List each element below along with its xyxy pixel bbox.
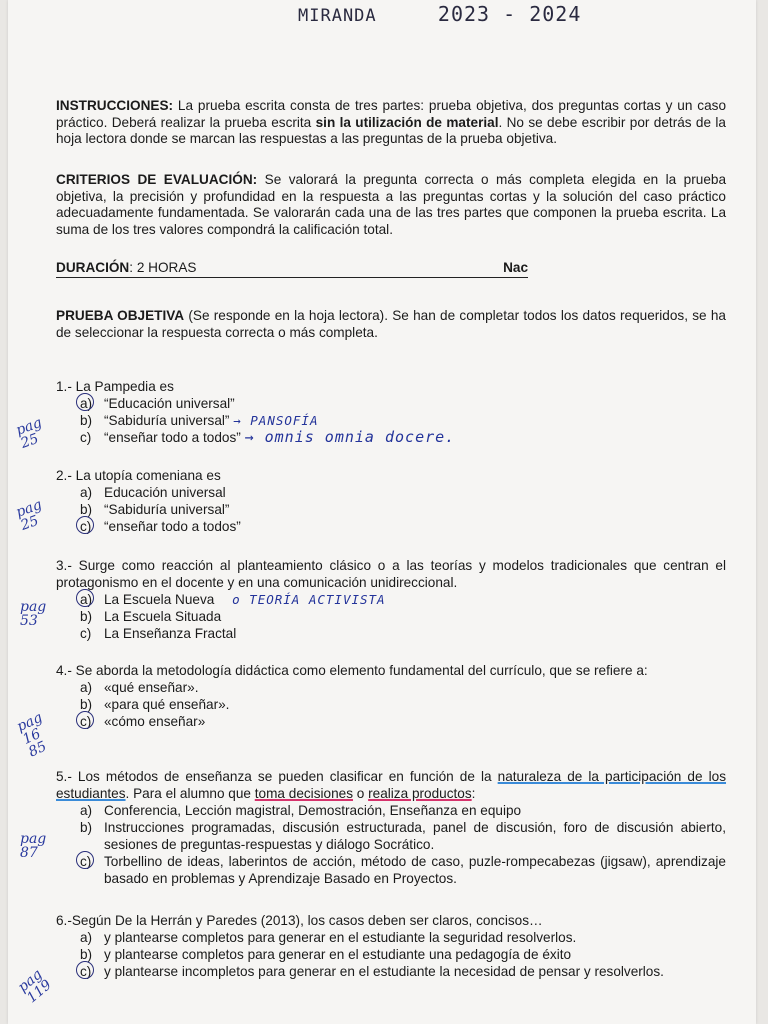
question-5 — [56, 768, 726, 887]
option-text: Instrucciones programadas, discusión estructurada, panel de discusión, foro de discusión abierto, sesiones de preguntas-respuestas y diálogo Socrático. — [104, 820, 726, 852]
criteria-paragraph — [56, 172, 726, 238]
option-a — [56, 802, 726, 819]
question-stem: 1.- La Pampedia es — [56, 379, 174, 394]
option-letter: a) — [80, 803, 93, 818]
option-text: “enseñar todo a todos” — [104, 519, 241, 534]
student-name: MIRANDA — [298, 6, 377, 26]
option-text: Conferencia, Lección magistral, Demostración, Enseñanza en equipo — [104, 803, 522, 818]
option-a — [56, 929, 726, 946]
question-2 — [56, 467, 726, 535]
instructions-label: INSTRUCCIONES: — [56, 98, 174, 113]
margin-page-note: pag 53 — [20, 599, 47, 629]
option-c — [56, 429, 726, 446]
option-b — [56, 608, 726, 625]
margin-page-note: pag 16 85 — [14, 709, 50, 761]
duration-value: : 2 HORAS — [129, 260, 197, 275]
criteria-label: CRITERIOS DE EVALUACIÓN: — [56, 172, 258, 187]
question-1 — [56, 378, 726, 446]
handwritten-note: → PANSOFÍA — [233, 413, 319, 428]
underlined-phrase: naturaleza de la participación de los estudiantes — [56, 769, 727, 801]
option-letter: b) — [80, 413, 93, 428]
option-a — [56, 484, 726, 501]
option-text: «qué enseñar». — [104, 680, 199, 695]
stem-part: 5.- Los métodos de enseñanza se pueden clasificar en función de la — [56, 769, 498, 784]
option-letter: c) — [80, 713, 104, 730]
option-letter: c) — [80, 518, 104, 535]
option-text: Educación universal — [104, 485, 226, 500]
option-a — [56, 679, 726, 696]
option-letter: b) — [80, 697, 93, 712]
option-b — [56, 946, 726, 963]
option-c — [56, 963, 726, 980]
objective-paragraph — [56, 308, 726, 341]
margin-page-note: pag 119 — [15, 966, 55, 1007]
option-text: y plantearse incompletos para generar en el estudiante la necesidad de pensar y resolverlos. — [104, 964, 664, 979]
margin-page-note: pag 25 — [13, 496, 45, 534]
option-letter: b) — [80, 820, 93, 835]
option-text: La Escuela Situada — [104, 609, 222, 624]
option-c — [56, 713, 726, 730]
option-text: «para qué enseñar». — [104, 697, 230, 712]
question-stem: 3.- Surge como reacción al planteamiento clásico o a las teorías y modelos tradicionales que centran el protagonismo en el docente y en una comunicación unidireccional. — [56, 558, 726, 590]
question-stem: 6.-Según De la Herrán y Paredes (2013), los casos deben ser claros, concisos… — [56, 913, 543, 928]
option-letter: c) — [80, 963, 104, 980]
instructions-text-a: La prueba escrita consta de tres partes: prueba objetiva, dos preguntas cortas y un caso práctico. Deberá realizar la prueba escrita — [56, 98, 726, 130]
option-letter: c) — [80, 626, 92, 641]
instructions-text-b: . No se debe escribir por detrás de la hoja lectora donde se marcan las respuestas a las preguntas de la prueba objetiva. — [56, 114, 726, 147]
option-letter: a) — [80, 591, 104, 608]
option-text: «cómo enseñar» — [104, 714, 206, 729]
criteria-text: Se valorará la pregunta correcta o más completa elegida en la prueba objetiva, la precisión y profundidad en la respuesta a las preguntas cortas y la solución del caso práctico adecuadamente fundamentada. Se valorarán cada una de las tres partes que componen la prueba escrita. La suma de los tres valores compondrá la calificación total. — [56, 172, 726, 237]
option-a — [56, 395, 726, 412]
option-letter: a) — [80, 930, 93, 945]
option-letter: a) — [80, 395, 104, 412]
option-text: y plantearse completos para generar en el estudiante una pedagogía de éxito — [104, 947, 572, 962]
objective-text: (Se responde en la hoja lectora). Se han de completar todos los datos requeridos, se ha de seleccionar la respuesta correcta o más completa. — [56, 308, 726, 340]
option-a — [56, 591, 726, 608]
option-text: “Educación universal” — [104, 396, 235, 411]
option-letter: c) — [80, 853, 104, 870]
objective-label: PRUEBA OBJETIVA — [56, 308, 185, 323]
question-stem — [56, 768, 726, 802]
margin-page-note: pag 25 — [13, 414, 45, 452]
instructions-bold: sin la utilización de material — [315, 114, 499, 130]
duration-code: Nac — [503, 260, 528, 275]
stem-part: : — [471, 786, 476, 801]
option-b — [56, 412, 726, 429]
margin-page-note: pag 87 — [20, 831, 47, 861]
option-b — [56, 501, 726, 518]
option-b — [56, 696, 726, 713]
handwritten-header — [298, 2, 581, 26]
option-b — [56, 819, 726, 853]
option-text: y plantearse completos para generar en el estudiante la seguridad resolverlos. — [104, 930, 577, 945]
option-text: “Sabiduría universal” — [104, 502, 230, 517]
question-stem: 2.- La utopía comeniana es — [56, 468, 221, 483]
underlined-phrase: toma decisiones — [254, 786, 353, 801]
option-letter: a) — [80, 680, 93, 695]
question-6 — [56, 912, 726, 980]
handwritten-note: → omnis omnia docere. — [244, 428, 456, 446]
option-c — [56, 853, 726, 887]
handwritten-note: o TEORÍA ACTIVISTA — [232, 592, 386, 607]
question-3 — [56, 557, 726, 642]
option-c — [56, 518, 726, 535]
option-letter: b) — [80, 947, 93, 962]
option-text: La Enseñanza Fractal — [104, 626, 237, 641]
option-text: “Sabiduría universal” — [104, 413, 230, 428]
option-text: La Escuela Nueva — [104, 592, 215, 607]
stem-part: . Para el alumno que — [125, 786, 255, 801]
option-text: “enseñar todo a todos” — [104, 430, 241, 445]
question-4 — [56, 662, 726, 730]
option-letter: b) — [80, 502, 93, 517]
academic-year: 2023 - 2024 — [437, 2, 582, 26]
underlined-phrase: realiza productos — [368, 786, 472, 801]
duration-row — [56, 260, 528, 278]
question-stem: 4.- Se aborda la metodología didáctica como elemento fundamental del currículo, que se refiere a: — [56, 663, 648, 678]
stem-part: o — [353, 786, 369, 801]
option-c — [56, 625, 726, 642]
option-letter: a) — [80, 485, 93, 500]
exam-sheet — [8, 0, 756, 1024]
instructions-paragraph — [56, 98, 726, 148]
duration-label: DURACIÓN — [56, 260, 130, 275]
option-text: Torbellino de ideas, laberintos de acción, método de caso, puzle-rompecabezas (jigsaw), aprendizaje basado en problemas y Aprendizaje Basado en Proyectos. — [104, 854, 726, 886]
option-letter: b) — [80, 609, 93, 624]
option-letter: c) — [80, 430, 92, 445]
